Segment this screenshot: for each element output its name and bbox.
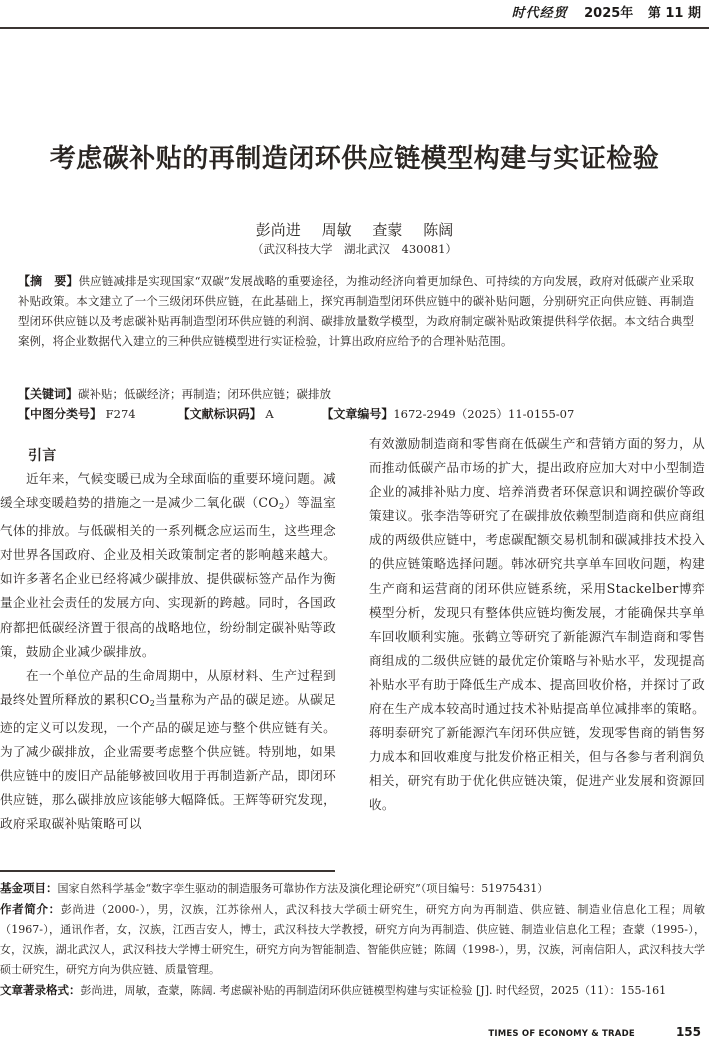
author-note-label: 作者简介： [0, 902, 61, 916]
citation-text: 彭尚进，周敏，查蒙，陈阔. 考虑碳补贴的再制造闭环供应链模型构建与实证检验 [J]. 时代经贸，2025（11）：155-161 [80, 984, 667, 997]
running-header [512, 2, 701, 21]
author-name: 彭尚进 [255, 221, 301, 239]
subscript: 2 [149, 698, 156, 708]
journal-logo: 时代经贸 [511, 6, 568, 21]
footnote-rule [0, 870, 335, 872]
article-no-value: 1672-2949（2025）11-0155-07 [393, 407, 575, 421]
running-footer [488, 1021, 701, 1040]
article-title: 考虑碳补贴的再制造闭环供应链模型构建与实证检验 [49, 144, 660, 174]
clc-label: 【中图分类号】 [18, 407, 103, 421]
paragraph-text: 当量称为产品的碳足迹。从碳足迹的定义可以发现，一个产品的碳足迹与整个供应链有关。为了减少碳排放，企业需要考虑整个供应链。特别地，如果供应链中的废旧产品能够被回收用于再制造新产品，即闭环供应链，那么碳排放应该能够大幅降低。王辉等研究发现，政府采取碳补贴策略可以 [0, 691, 336, 832]
keywords [18, 385, 698, 402]
paragraph-text: 近年来，气候变暖已成为全球面临的重要环境问题。减缓全球变暖趋势的措施之一是减少二氧化碳（CO [0, 471, 336, 511]
body-paragraph [0, 467, 336, 664]
doc-code-value: A [265, 407, 274, 421]
fund-label: 基金项目： [0, 881, 58, 895]
footer-journal-name: TIMES OF ECONOMY & TRADE [488, 1029, 635, 1039]
body-column-left [0, 445, 336, 836]
fund-note [0, 878, 705, 899]
abstract [18, 271, 694, 351]
doc-code-label: 【文献标识码】 [177, 407, 262, 421]
section-heading: 引言 [28, 448, 57, 464]
paragraph-text: ）等温室气体的排放。与低碳相关的一系列概念应运而生，这些理念对世界各国政府、企业及相关政策制定者的影响越来越大。如许多著名企业已经将减少碳排放、提供碳标签产品作为衡量企业社会责任的发展方向、实现新的跨越。同时，各国政府都把低碳经济置于很高的战略地位，纷纷制定碳补贴等政策，鼓励企业减少碳排放。 [0, 495, 337, 659]
doc-code-item [178, 405, 318, 422]
abstract-label: 【摘 要】 [18, 274, 79, 288]
affiliation: （武汉科技大学 湖北武汉 430081） [252, 242, 457, 256]
body-paragraph: 有效激励制造商和零售商在低碳生产和营销方面的努力，从而推动低碳产品市场的扩大，提出政府应加大对中小型制造企业的减排补贴力度、培养消费者环保意识和调控碳价等政策建议。张李浩等研究了在碳排放依赖型制造商和供应商组成的两级供应链中，考虑碳配额交易机制和碳减排技术投入的供应链策略选择问题。韩冰研究共享单车回收问题，构建生产商和运营商的闭环供应链系统，采用Stackelber博弈模型分析，发现只有整体供应链均衡发展，才能确保共享单车回收顺利实施。张鹤立等研究了新能源汽车制造商和零售商组成的二级供应链的最优定价策略与补贴水平，发现提高补贴水平有助于降低生产成本、提高回收价格，并探讨了政府在生产成本较高时通过技术补贴提高单位减排率的策略。蒋明泰研究了新能源汽车闭环供应链，发现零售商的销售努力成本和回收难度与批发价格正相关，但与各参与者利润负相关，研究有助于优化供应链决策，促进产业发展和资源回收。 [369, 436, 705, 813]
page-number: 155 [675, 1025, 701, 1039]
clc-value: F274 [105, 407, 136, 421]
keywords-label: 【关键词】 [18, 387, 79, 401]
clc-item [18, 405, 174, 422]
author-name: 周敏 [321, 221, 352, 239]
body-paragraph [0, 664, 336, 837]
article-no-item [321, 405, 574, 422]
article-no-label: 【文章编号】 [321, 407, 394, 421]
paragraph-text: 在一个单位产品的生命周期中，从原材料、生产过程到最终处置所释放的累积CO [0, 667, 336, 707]
author-note-text: 彭尚进（2000-），男，汉族，江苏徐州人，武汉科技大学硕士研究生，研究方向为再制造、供应链、制造业信息化工程；周敏（1967-），通讯作者，女，汉族，江西吉安人，博士，武汉科技大学教授，研究方向为再制造、供应链、制造业信息化工程；查蒙（1995-），女，汉族，湖北武汉人，武汉科技大学博士研究生，研究方向为智能制造、智能供应链；陈阔（1998-），男，汉族，河南信阳人，武汉科技大学硕士研究生，研究方向为供应链、质量管理。 [0, 903, 706, 976]
header-rule [0, 27, 709, 29]
author-note [0, 899, 705, 980]
subscript: 2 [278, 502, 285, 512]
author-list [0, 219, 709, 240]
abstract-text: 供应链减排是实现国家“双碳”发展战略的重要途径，为推动经济向着更加绿色、可持续的方向发展，政府对低碳产业采取补贴政策。本文建立了一个三级闭环供应链，在此基础上，探究再制造型闭环供应链中的碳补贴问题，分别研究正向供应链、再制造型闭环供应链以及考虑碳补贴再制造型闭环供应链的利润、碳排放量数学模型，为政府制定碳补贴政策提供科学依据。本文结合典型案例，将企业数据代入建立的三种供应链模型进行实证检验，计算出政府应给予的合理补贴范围。 [18, 274, 694, 348]
author-name: 陈阔 [423, 221, 454, 239]
fund-text: 国家自然科学基金“数字孪生驱动的制造服务可靠协作方法及演化理论研究”（项目编号：51975431） [57, 882, 549, 895]
citation-label: 文章著录格式： [0, 983, 81, 997]
keywords-text: 碳补贴；低碳经济；再制造；闭环供应链；碳排放 [78, 387, 332, 401]
author-name: 查蒙 [372, 221, 403, 239]
header-issue: 第 11 期 [647, 6, 701, 21]
article-meta [18, 405, 708, 422]
body-column-right [369, 432, 705, 818]
citation-note [0, 980, 705, 1001]
header-year: 2025年 [584, 6, 634, 21]
footnotes [0, 878, 705, 1001]
